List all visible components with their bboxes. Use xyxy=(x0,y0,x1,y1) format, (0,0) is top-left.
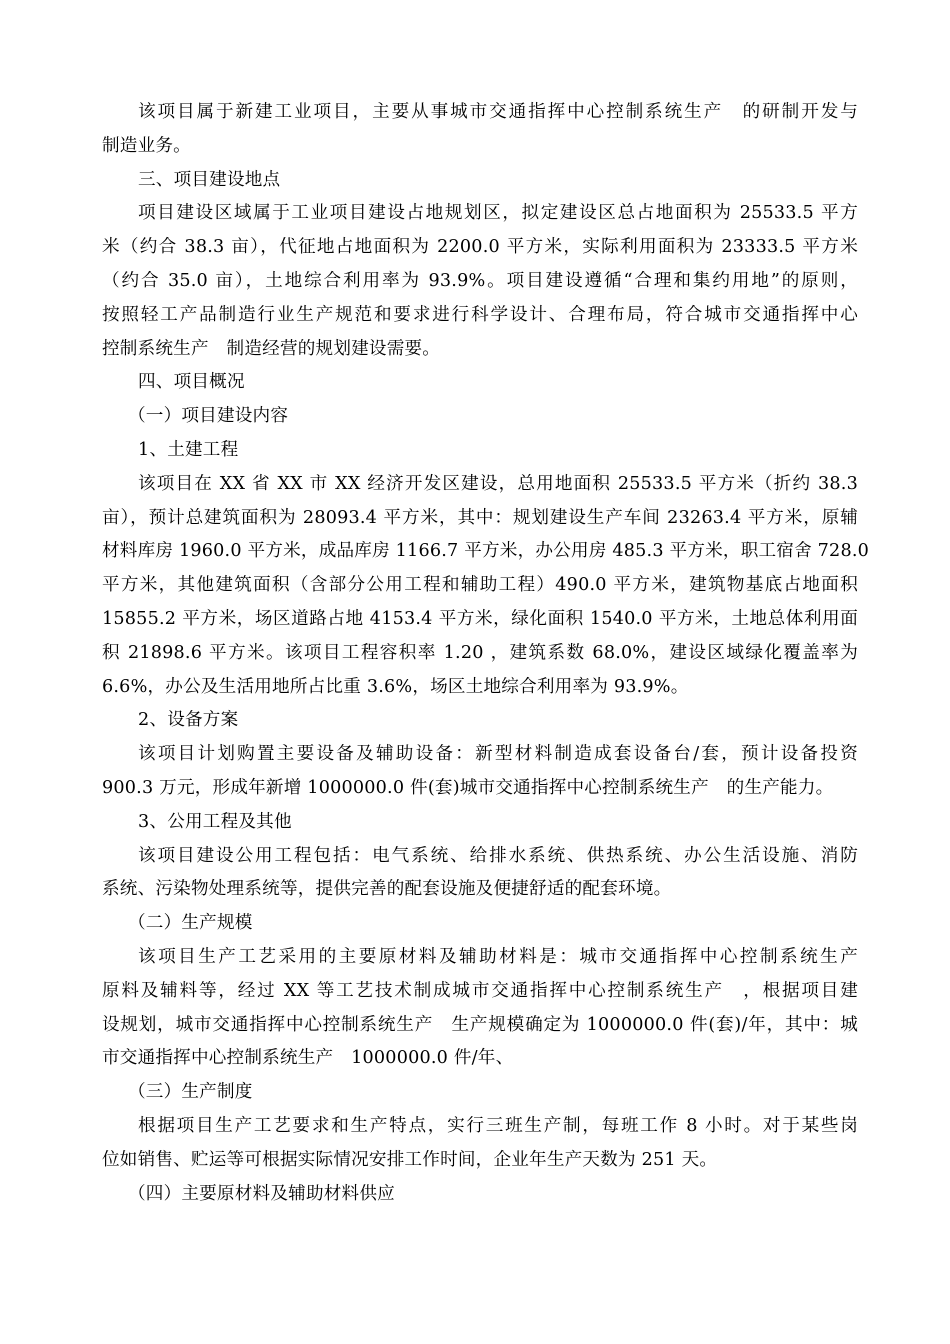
paragraph-line: 亩），预计总建筑面积为 28093.4 平方米，其中：规划建设生产车间 23263.4 平方米，原辅 xyxy=(102,507,858,528)
paragraph-line: 该项目建设公用工程包括：电气系统、给排水系统、供热系统、办公生活设施、消防 xyxy=(138,845,858,866)
paragraph-line: 根据项目生产工艺要求和生产特点，实行三班生产制，每班工作 8 小时。对于某些岗 xyxy=(138,1115,858,1136)
document-body xyxy=(102,96,870,1211)
item-heading: 1、土建工程 xyxy=(138,439,239,460)
paragraph-line: 该项目在 XX 省 XX 市 XX 经济开发区建设，总用地面积 25533.5 平方米（折约 38.3 xyxy=(138,473,858,494)
paragraph-line: 系统、污染物处理系统等，提供完善的配套设施及便捷舒适的配套环境。 xyxy=(102,879,672,900)
paragraph-line: 平方米，其他建筑面积（含部分公用工程和辅助工程）490.0 平方米，建筑物基底占地面积 xyxy=(102,575,858,596)
subsection-heading: （二）生产规模 xyxy=(128,913,253,934)
paragraph-line: 材料库房 1960.0 平方米，成品库房 1166.7 平方米，办公用房 485.3 平方米，职工宿舍 728.0 xyxy=(102,541,870,562)
paragraph-line: 原料及辅料等，经过 XX 等工艺技术制成城市交通指挥中心控制系统生产 ，根据项目建 xyxy=(102,980,858,1001)
subsection-heading: （一）项目建设内容 xyxy=(128,406,289,427)
paragraph-line: 米（约合 38.3 亩），代征地占地面积为 2200.0 平方米，实际利用面积为 23333.5 平方米 xyxy=(102,237,858,258)
section-heading: 三、项目建设地点 xyxy=(138,169,281,190)
paragraph-line: 该项目生产工艺采用的主要原材料及辅助材料是：城市交通指挥中心控制系统生产 xyxy=(138,946,858,967)
paragraph-line: 市交通指挥中心控制系统生产 1000000.0 件/年、 xyxy=(102,1048,514,1069)
paragraph-line: 900.3 万元，形成年新增 1000000.0 件(套)城市交通指挥中心控制系统生产 的生产能力。 xyxy=(102,777,834,798)
paragraph-line: 设规划，城市交通指挥中心控制系统生产 生产规模确定为 1000000.0 件(套)/年，其中：城 xyxy=(102,1014,858,1035)
item-heading: 3、公用工程及其他 xyxy=(138,811,292,832)
paragraph-line: 该项目计划购置主要设备及辅助设备：新型材料制造成套设备台/套，预计设备投资 xyxy=(138,744,858,765)
paragraph-line: 项目建设区域属于工业项目建设占地规划区，拟定建设区总占地面积为 25533.5 平方 xyxy=(138,203,858,224)
paragraph-line: 6.6%，办公及生活用地所占比重 3.6%，场区土地综合利用率为 93.9%。 xyxy=(102,676,689,697)
paragraph-line: 位如销售、贮运等可根据实际情况安排工作时间，企业年生产天数为 251 天。 xyxy=(102,1149,718,1170)
paragraph-line: 制造业务。 xyxy=(102,135,191,156)
item-heading: 2、设备方案 xyxy=(138,710,239,731)
paragraph-line: 控制系统生产 制造经营的规划建设需要。 xyxy=(102,338,441,359)
subsection-heading: （四）主要原材料及辅助材料供应 xyxy=(128,1183,395,1204)
paragraph-line: （约合 35.0 亩），土地综合利用率为 93.9%。项目建设遵循“合理和集约用地”的原则， xyxy=(102,270,858,291)
paragraph-line: 按照轻工产品制造行业生产规范和要求进行科学设计、合理布局，符合城市交通指挥中心 xyxy=(102,304,858,325)
paragraph-line: 该项目属于新建工业项目，主要从事城市交通指挥中心控制系统生产 的研制开发与 xyxy=(138,102,858,122)
paragraph-line: 积 21898.6 平方米。该项目工程容积率 1.20 ，建筑系数 68.0%，建设区域绿化覆盖率为 xyxy=(102,642,858,663)
paragraph-line: 15855.2 平方米，场区道路占地 4153.4 平方米，绿化面积 1540.0 平方米，土地总体利用面 xyxy=(102,608,858,629)
subsection-heading: （三）生产制度 xyxy=(128,1082,253,1103)
section-heading: 四、项目概况 xyxy=(138,372,245,393)
